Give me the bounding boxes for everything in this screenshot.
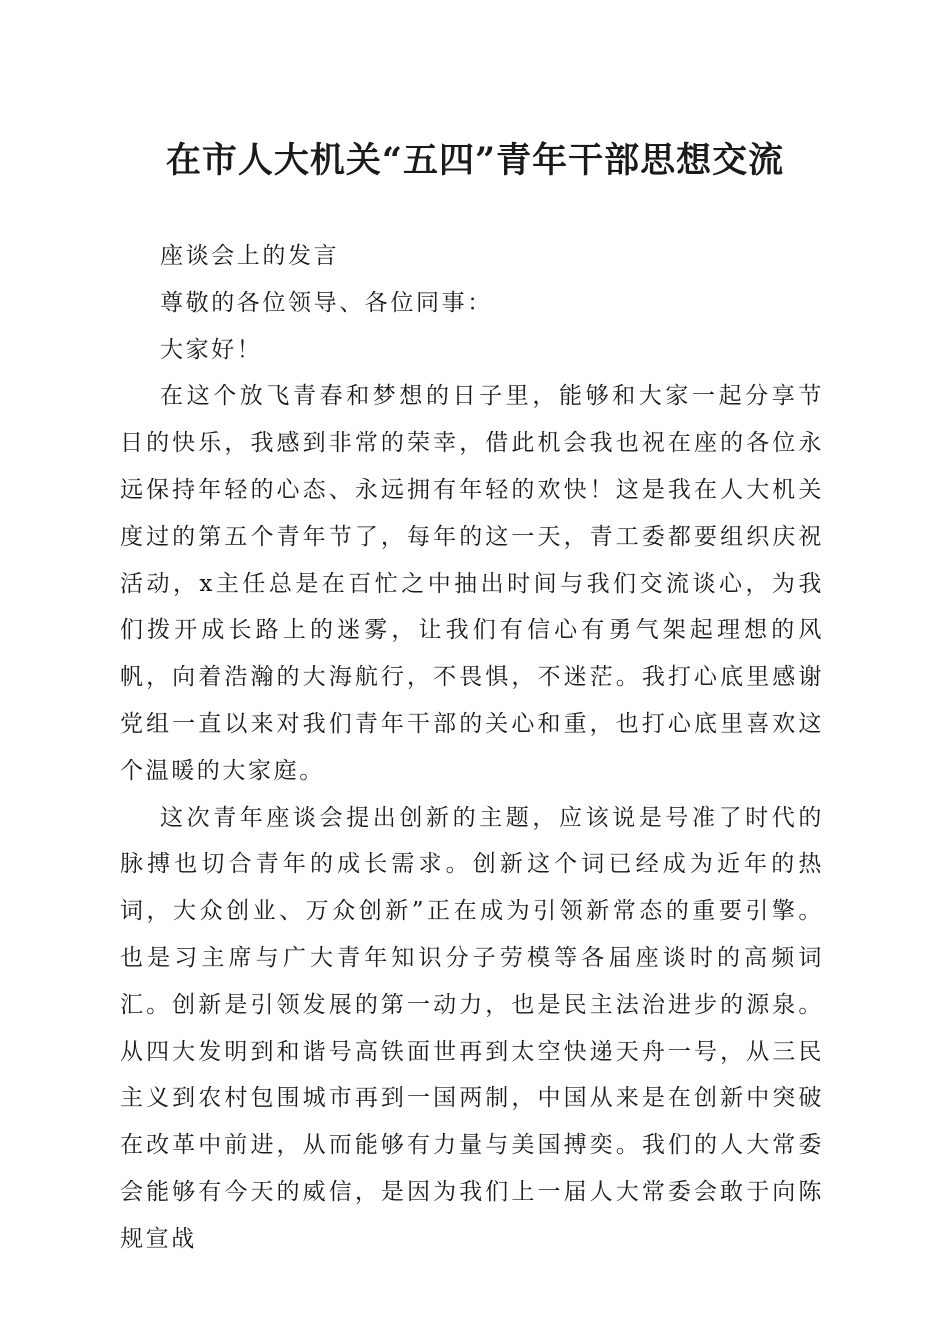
paragraph-salutation: 尊敬的各位领导、各位同事： (160, 289, 493, 316)
paragraph-subtitle: 座谈会上的发言 (160, 243, 340, 269)
paragraph-body: 这次青年座谈会提出创新的主题，应该说是号准了时代的脉搏也切合青年的成长需求。创新这个词已经成为近年的热词，大众创业、万众创新”正在成为引领新常态的重要引擎。也是习主席与广大青年知识分子劳模等各届座谈时的高频词汇。创新是引领发展的第一动力，也是民主法治进步的源泉。从四大发明到和谐号高铁面世再到太空快递天舟一号，从三民主义到农村包围城市再到一国两制，中国从来是在创新中突破在改革中前进，从而能够有力量与美国搏奕。我们的人大常委会能够有今天的威信，是因为我们上一届人大常委会敢于向陈规宣战 (120, 804, 824, 1252)
document-body (120, 233, 824, 1263)
paragraph-body: 在这个放飞青春和梦想的日子里，能够和大家一起分享节日的快乐，我感到非常的荣幸，借此机会我也祝在座的各位永远保持年轻的心态、永远拥有年轻的欢快！这是我在人大机关度过的第五个青年节了，每年的这一天，青工委都要组织庆祝活动，x主任总是在百忙之中抽出时间与我们交流谈心，为我们拨开成长路上的迷雾，让我们有信心有勇气架起理想的风帆，向着浩瀚的大海航行，不畏惧，不迷茫。我打心底里感谢党组一直以来对我们青年干部的关心和重，也打心底里喜欢这个温暖的大家庭。 (120, 383, 824, 784)
paragraph-greeting: 大家好！ (160, 336, 263, 363)
document-title: 在市人大机关“五四”青年干部思想交流 (165, 140, 785, 181)
